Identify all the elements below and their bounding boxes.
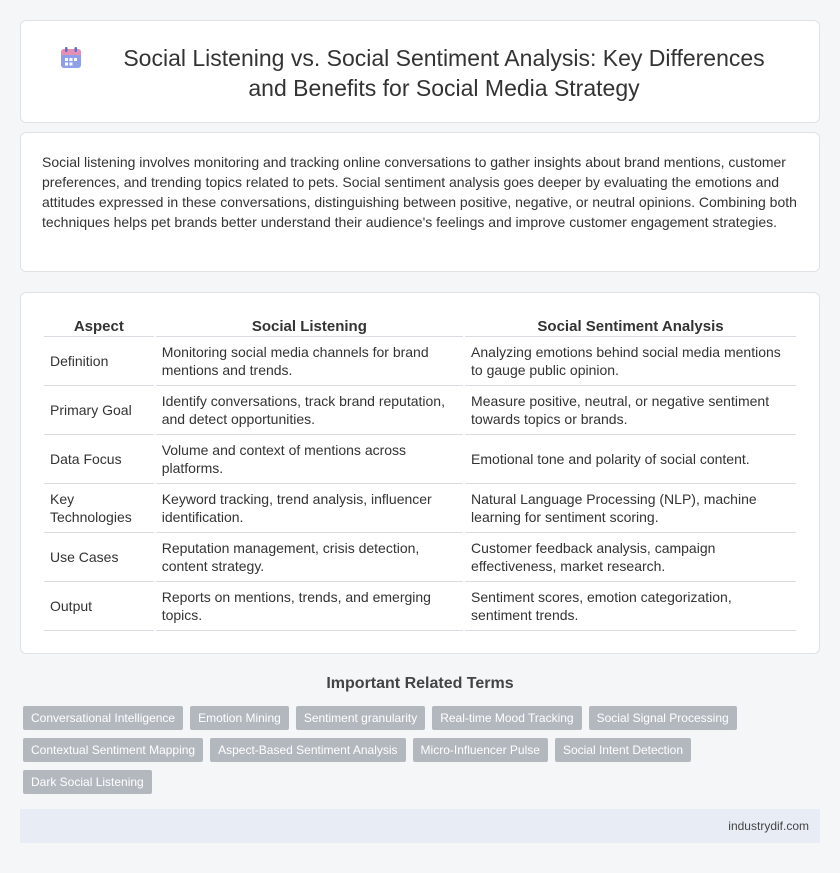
header-social-listening: Social Listening xyxy=(156,315,463,337)
row-social-listening: Reputation management, crisis detection, content strategy. xyxy=(156,533,463,582)
row-social-listening: Keyword tracking, trend analysis, influencer identification. xyxy=(156,484,463,533)
row-aspect: Definition xyxy=(44,337,154,386)
row-sentiment-analysis: Analyzing emotions behind social media mentions to gauge public opinion. xyxy=(465,337,796,386)
row-aspect: Output xyxy=(44,582,154,631)
related-term-tag[interactable]: Aspect-Based Sentiment Analysis xyxy=(210,738,405,762)
calendar-icon xyxy=(58,45,84,71)
table-row xyxy=(44,435,796,484)
related-terms-heading: Important Related Terms xyxy=(326,675,514,692)
related-term-tag[interactable]: Micro-Influencer Pulse xyxy=(413,738,548,762)
table-row xyxy=(44,582,796,631)
page-title: Social Listening vs. Social Sentiment Analysis: Key Differences and Benefits for Social Media Strategy xyxy=(123,44,765,101)
header-card xyxy=(20,20,820,123)
row-sentiment-analysis: Natural Language Processing (NLP), machine learning for sentiment scoring. xyxy=(465,484,796,533)
row-aspect: Primary Goal xyxy=(44,386,154,435)
row-sentiment-analysis: Customer feedback analysis, campaign effectiveness, market research. xyxy=(465,533,796,582)
related-term-tag[interactable]: Conversational Intelligence xyxy=(23,706,183,730)
related-term-tag[interactable]: Real-time Mood Tracking xyxy=(432,706,581,730)
row-social-listening: Reports on mentions, trends, and emerging topics. xyxy=(156,582,463,631)
row-sentiment-analysis: Sentiment scores, emotion categorization, sentiment trends. xyxy=(465,582,796,631)
title-wrap xyxy=(21,21,821,124)
row-aspect: Use Cases xyxy=(44,533,154,582)
related-terms-list xyxy=(23,706,823,802)
intro-card xyxy=(20,132,820,272)
table-row xyxy=(44,386,796,435)
comparison-table xyxy=(42,315,798,631)
table-row xyxy=(44,484,796,533)
header-social-sentiment-analysis: Social Sentiment Analysis xyxy=(465,315,796,337)
header-aspect: Aspect xyxy=(44,315,154,337)
table-row xyxy=(44,533,796,582)
related-term-tag[interactable]: Social Intent Detection xyxy=(555,738,691,762)
row-sentiment-analysis: Measure positive, neutral, or negative sentiment towards topics or brands. xyxy=(465,386,796,435)
table-row xyxy=(44,337,796,386)
row-sentiment-analysis: Emotional tone and polarity of social content. xyxy=(465,435,796,484)
intro-paragraph: Social listening involves monitoring and tracking online conversations to gather insights about brand mentions, customer preferences, and trending topics related to pets. Social sentiment analysis goes deeper by evaluating the emotions and attitudes expressed in these conversations, distinguishing between positive, negative, or neutral opinions. Combining both techniques helps pet brands better understand their audience's feelings and improve customer engagement strategies. xyxy=(42,154,797,230)
related-term-tag[interactable]: Dark Social Listening xyxy=(23,770,152,794)
footer xyxy=(20,809,820,843)
row-aspect: Data Focus xyxy=(44,435,154,484)
table-header-row xyxy=(44,315,796,337)
related-term-tag[interactable]: Social Signal Processing xyxy=(589,706,737,730)
row-social-listening: Volume and context of mentions across platforms. xyxy=(156,435,463,484)
comparison-table-card xyxy=(20,292,820,654)
related-term-tag[interactable]: Sentiment granularity xyxy=(296,706,425,730)
footer-site-link[interactable]: industrydif.com xyxy=(728,819,809,833)
related-term-tag[interactable]: Emotion Mining xyxy=(190,706,289,730)
related-term-tag[interactable]: Contextual Sentiment Mapping xyxy=(23,738,203,762)
row-social-listening: Identify conversations, track brand reputation, and detect opportunities. xyxy=(156,386,463,435)
row-social-listening: Monitoring social media channels for brand mentions and trends. xyxy=(156,337,463,386)
row-aspect: Key Technologies xyxy=(44,484,154,533)
